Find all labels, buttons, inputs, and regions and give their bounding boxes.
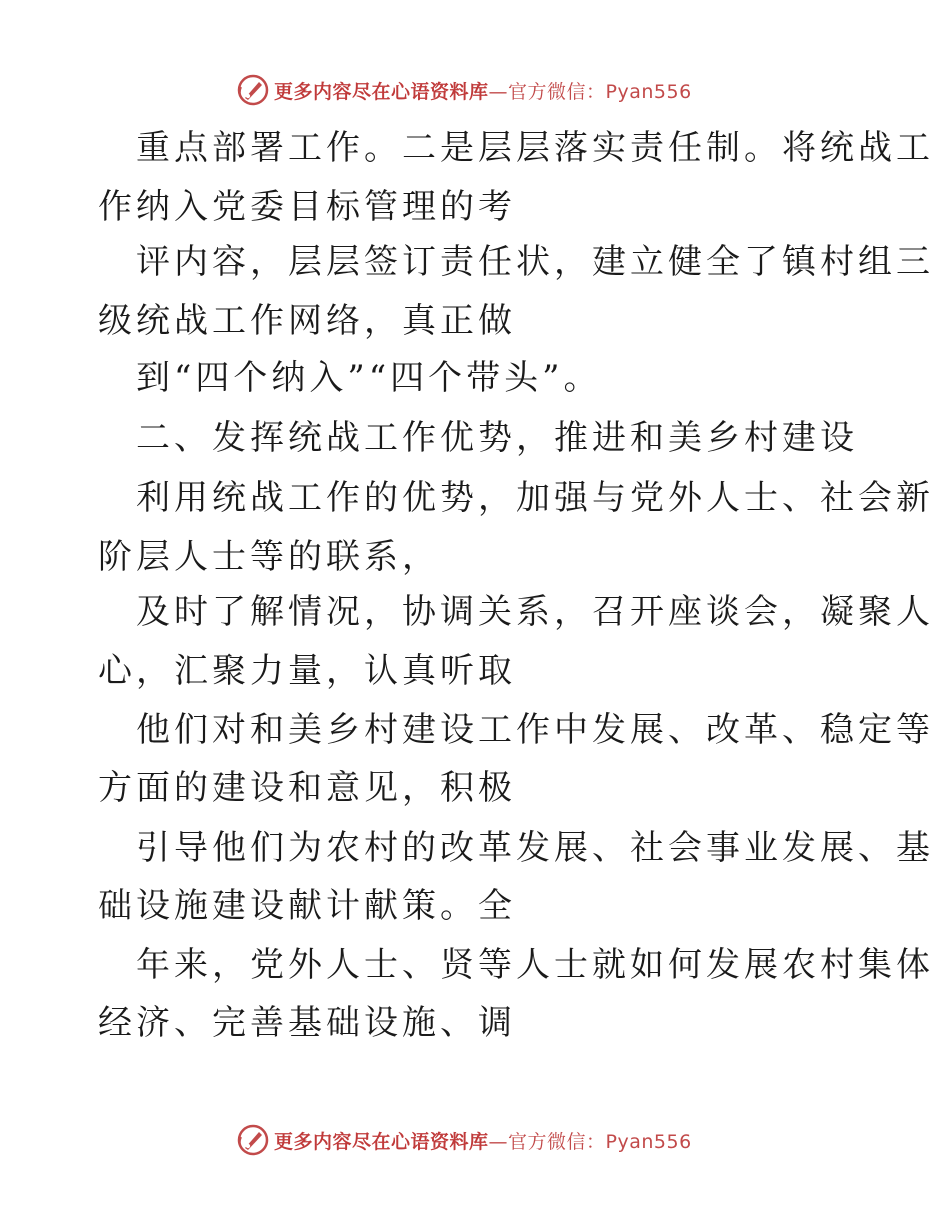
body-line: 心，汇聚力量，认真听取 (98, 651, 516, 691)
quill-logo-icon (236, 73, 270, 107)
body-line: 引导他们为农村的改革发展、社会事业发展、基 (136, 828, 934, 868)
section-heading: 二、发挥统战工作优势，推进和美乡村建设 (136, 418, 858, 458)
body-line: 经济、完善基础设施、调 (98, 1003, 516, 1043)
body-line: 阶层人士等的联系， (98, 537, 440, 577)
banner-brand: 更多内容尽在心语资料库 (274, 1130, 489, 1153)
body-line: 他们对和美乡村建设工作中发展、改革、稳定等 (136, 710, 934, 750)
body-line: 评内容，层层签订责任状，建立健全了镇村组三 (136, 242, 934, 282)
body-line: 及时了解情况，协调关系，召开座谈会，凝聚人 (136, 592, 934, 632)
banner-separator: — (488, 1130, 509, 1153)
body-line: 方面的建设和意见，积极 (98, 768, 516, 808)
banner-wechat: 官方微信：Pyan556 (508, 80, 692, 103)
body-line: 础设施建设献计献策。全 (98, 886, 516, 926)
banner-text (274, 77, 692, 104)
body-line: 重点部署工作。二是层层落实责任制。将统战工 (136, 128, 934, 168)
body-line: 作纳入党委目标管理的考 (98, 187, 516, 227)
body-line: 利用统战工作的优势，加强与党外人士、社会新 (136, 478, 934, 518)
body-line: 到“四个纳入”“四个带头”。 (136, 358, 602, 398)
header-banner (236, 72, 692, 108)
body-line: 年来，党外人士、贤等人士就如何发展农村集体 (136, 945, 934, 985)
banner-separator: — (488, 80, 509, 103)
banner-brand: 更多内容尽在心语资料库 (274, 80, 489, 103)
quill-logo-icon (236, 1123, 270, 1157)
banner-text (274, 1127, 692, 1154)
footer-banner (236, 1122, 692, 1158)
banner-wechat: 官方微信：Pyan556 (508, 1130, 692, 1153)
body-line: 级统战工作网络，真正做 (98, 301, 516, 341)
